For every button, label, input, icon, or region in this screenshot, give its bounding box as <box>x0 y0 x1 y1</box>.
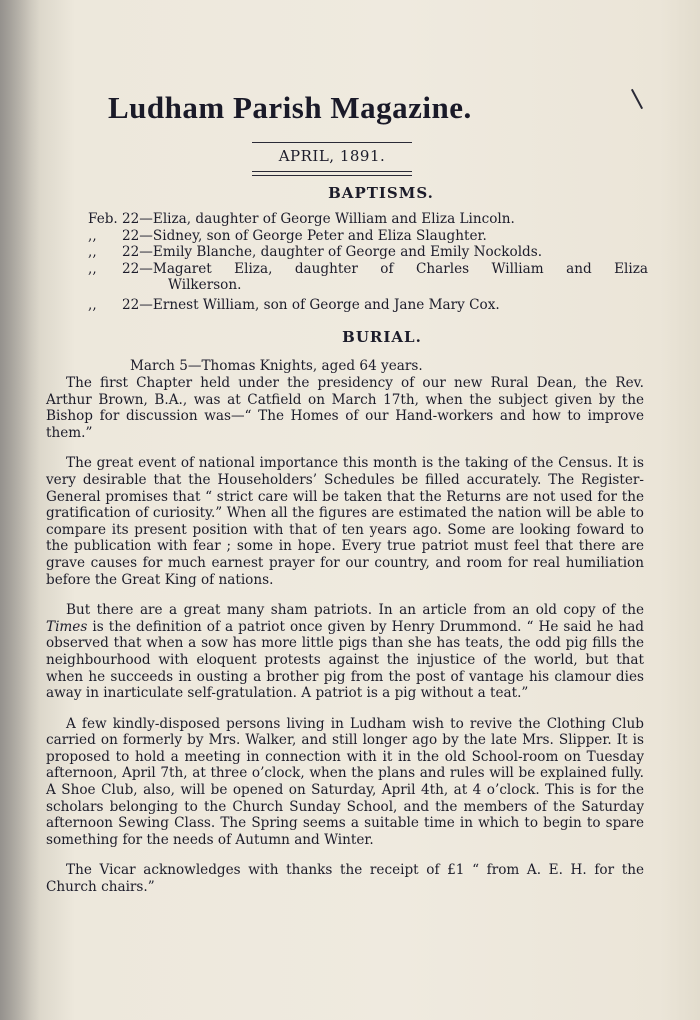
entry-text: Eliza, daughter of George William and Eliza Lincoln. <box>152 211 515 227</box>
entry-text: Ernest William, son of George and Jane Mary Cox. <box>152 296 500 313</box>
date-block <box>252 142 412 176</box>
paragraph-vicar-thanks: The Vicar acknowledges with thanks the receipt of £1 “ from A. E. H. for the Church chairs.” <box>46 862 644 896</box>
baptisms-list <box>88 211 648 314</box>
entry-ditto: ,, <box>88 296 97 313</box>
times-italic: Times <box>46 618 88 635</box>
burial-entry: March 5—Thomas Knights, aged 64 years. <box>130 358 423 374</box>
entry-ditto: ,, <box>88 244 97 261</box>
paragraph-census: The great event of national importance this month is the taking of the Census. It is very desirable that the Householders’ Schedules be filled accurately. The Register-General promises that “ strict care will be taken that the Returns are not used for the gratification of curiosity.” When all the figures are estimated the nation will be able to compare its present position with that of ten years ago. Some are looking foward to the publication with fear ; some in hope. Every true patriot must feel that there are grave causes for much earnest prayer for our country, and room for real humiliation before the Great King of nations. <box>46 455 644 588</box>
book-spine-shadow <box>0 0 40 1020</box>
paragraph-patriots <box>46 602 644 702</box>
magazine-title: Ludham Parish Magazine. <box>108 90 472 125</box>
pen-mark <box>631 89 643 109</box>
entry-day: 22— <box>122 227 153 244</box>
entry-text: Emily Blanche, daughter of George and Emily Nockolds. <box>152 244 543 261</box>
baptisms-heading: BAPTISMS. <box>328 184 434 202</box>
rule-bottom <box>252 171 412 176</box>
baptism-entry <box>88 228 648 245</box>
article-body <box>46 375 644 910</box>
rule-top <box>252 142 412 143</box>
entry-text: Magaret Eliza, daughter of Charles William and Eliza <box>152 260 648 277</box>
issue-date: APRIL, 1891. <box>278 147 386 165</box>
paragraph-rural-dean: The first Chapter held under the presidency of our new Rural Dean, the Rev. Arthur Brown, B.A., was at Catfield on March 17th, when the subject given by the Bishop for discussion was—“ The Homes of our Hand-workers and how to improve them.” <box>46 375 644 441</box>
baptism-entry <box>88 261 648 278</box>
paragraph-patriots-rest: is the definition of a patriot once given by Henry Drummond. “ He said he had observed that when a sow has more little pigs than she has teats, the odd pig fills the neighbourhood with eloquent protests against the injustice of the world, but that when he succeeds in ousting a brother pig from the post of vantage his clamour dies away in inarticulate self-gratulation. A patriot is a pig without a teat.” <box>46 618 644 702</box>
baptism-entry <box>88 297 648 314</box>
baptism-entry <box>88 244 648 261</box>
entry-text: Sidney, son of George Peter and Eliza Slaughter. <box>152 227 487 244</box>
baptism-entry-continuation <box>88 277 648 294</box>
entry-day: 22— <box>122 260 153 277</box>
entry-ditto: ,, <box>88 260 97 277</box>
entry-ditto: ,, <box>88 227 97 244</box>
baptism-entry <box>88 211 648 228</box>
entry-day: 22— <box>122 244 153 261</box>
entry-day: 22— <box>122 296 153 313</box>
paragraph-patriots-start: But there are a great many sham patriots. In an article from an old copy of the <box>66 602 644 619</box>
paragraph-clothing-club: A few kindly-disposed persons living in Ludham wish to revive the Clothing Club carried on formerly by Mrs. Walker, and still longer ago by the late Mrs. Slipper. It is proposed to hold a meeting in connection with it in the old School-room on Tuesday afternoon, April 7th, at three o’clock, when the plans and rules will be explained fully. A Shoe Club, also, will be opened on Saturday, April 4th, at 4 o’clock. This is for the scholars belonging to the Church Sunday School, and the members of the Saturday afternoon Sewing Class. The Spring seems a suitable time in which to begin to spare something for the needs of Autumn and Winter. <box>46 715 644 848</box>
entry-month: Feb. <box>88 211 118 227</box>
entry-day: 22— <box>122 211 153 227</box>
entry-continuation-text: Wilkerson. <box>168 277 242 294</box>
burial-heading: BURIAL. <box>342 328 422 346</box>
